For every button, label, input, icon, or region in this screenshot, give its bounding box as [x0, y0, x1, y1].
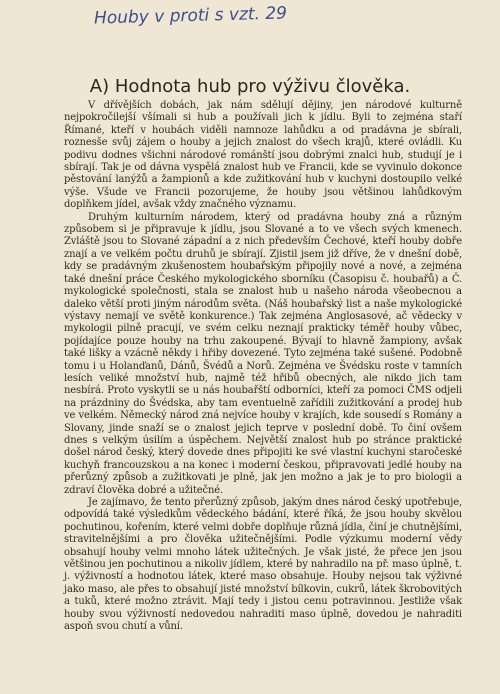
article-body	[64, 100, 462, 633]
paragraph: V dřívějších dobách, jak nám sdělují dějiny, jen národové kulturně nejpokročilejší všímali si hub a používali jich k jídlu. Byli to zejména staří Římané, kteří v houbách viděli namnoze lahůdku a od pradávna je sbírali, roznesše svůj zájem o houby a jejich znalost do všech krajů, které ovládli. Ku podivu dodnes všichni národové románští jsou dobrými znalci hub, studují je i sbírají. Tak je od dávna vyspělá znalost hub ve Francii, kde se vyvinulo dokonce pěstování lanýžů a žampionů a kde zužitkování hub v kuchyni dostoupilo velké výše. Všude ve Francii pozorujeme, že houby jsou většinou lahůdkovým doplňkem jídel, avšak vždy značného významu.	[64, 100, 462, 211]
handwritten-annotation: Houby v proti s vzt. 29	[93, 3, 288, 29]
paragraph: Druhým kulturním národem, který od pradávna houby zná a různým způsobem si je připravuje k jídlu, jsou Slované a to ve všech svých kmenech. Zvláště jsou to Slované západní a z nich především Čechové, kteří houby dobře znají a ve velkém počtu druhů je sbírají. Zjistil jsem již dříve, že v dnešní době, kdy se pradávným zkušenostem houbařským připojily nové a nové, a zejména také dnešní práce Českého mykologického sborníku (Časopisu č. houbařů) a Č. mykologické společnosti, stala se znalost hub u našeho národa všeobecnou a daleko větší proti jiným národům světa. (Náš houbařský list a naše mykologické výstavy nemají ve světě konkurence.) Tak zejména Anglosasové, ač vědecky v mykologii pilně pracují, ve svém celku neznají prakticky téměř houby vůbec, pojídajíce pouze houby na trhu zakoupené. Bývají to hlavně žampiony, avšak také lišky a vzácně někdy i hřiby dovezené. Tyto zejména také sušené. Podobně tomu i u Holanďanů, Dánů, Švédů a Norů. Zejména ve Švédsku roste v tamních lesích veliké množství hub, najmě též hřibů obecných, ale nikdo jich tam nesbírá. Proto vyskytli se u nás houbařští odborníci, kteří za pomoci ČMS odjeli na prázdniny do Švédska, aby tam eventuelně zařídili zužitkování a prodej hub ve velkém. Německý národ zná nejvíce houby v krajích, kde sousedí s Romány a Slovany, jinde snaží se o znalost jejich teprve v poslední době. To činí ovšem dnes s velkým úsilím a úspěchem. Největší znalost hub po stránce praktické došel národ český, který dovede dnes připojiti ke své vlastní kuchyni staročeské kuchyň francouzskou a na konec i moderní českou, připravovati jedlé houby na přerůzný způsob a zužitkovati je plně, jak jen možno a jak je to pro biologii a zdraví člověka dobré a užitečné.	[64, 211, 462, 496]
section-heading: A) Hodnota hub pro výživu člověka.	[89, 76, 411, 97]
paragraph: Je zajímavo, že tento přerůzný způsob, jakým dnes národ český upotřebuje, odpovídá také výsledkům vědeckého bádání, které říká, že jsou houby skvělou pochutinou, kořením, které velmi dobře doplňuje různá jídla, činí je chutnějšími, stravitelnějšími a pro člověka užitečnějšími. Podle výzkumu moderní vědy obsahují houby velmi mnoho látek užitečných. Je však jisté, že přece jen jsou většinou jen pochutinou a nikoliv jídlem, které by nahradilo na př. maso úplně, t. j. výživností a hodnotou látek, které maso obsahuje. Houby nejsou tak výživné jako maso, ale přes to obsahují jisté množství bílkovin, cukrů, látek škrobovitých a tuků, které možno ztrávit. Mají tedy i jistou cenu potravinnou. Jestliže však houby svou výživností nedovedou nahraditi maso úplně, dovedou je nahraditi aspoň svou chutí a vůní.	[64, 497, 462, 633]
